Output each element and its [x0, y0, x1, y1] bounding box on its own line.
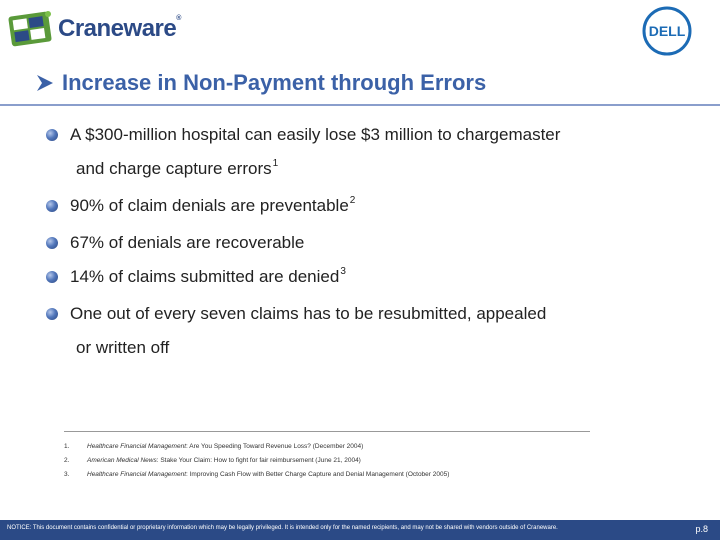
footnote — [64, 454, 664, 468]
list-item — [46, 297, 696, 365]
arrow-bullet-icon — [34, 72, 56, 94]
footnote-ref: 2 — [349, 195, 356, 206]
footnote-ref: 3 — [340, 266, 346, 277]
page-number: p.8 — [695, 524, 708, 534]
slide-header — [0, 0, 720, 56]
footnote — [64, 468, 664, 482]
footnote-text: : Stake Your Claim: How to fight for fair reimbursement (June 21, 2004) — [156, 457, 361, 464]
footnote-text: : Are You Speeding Toward Revenue Loss? (December 2004) — [186, 443, 364, 450]
footer-bar — [0, 520, 720, 540]
bullet-text: 14% of claims submitted are denied$^3$ — [70, 266, 346, 286]
footnote — [64, 440, 664, 454]
footnote-divider — [64, 431, 590, 432]
slide-title: Increase in Non-Payment through Errors — [62, 70, 487, 95]
bullet-dot-icon — [46, 237, 58, 249]
bullet-dot-icon — [46, 271, 58, 283]
craneware-mark-icon — [8, 8, 54, 48]
bullet-text-continued: or written off — [76, 338, 170, 357]
bullet-dot-icon — [46, 308, 58, 320]
bullet-text-continued: and charge capture errors$^1$ — [76, 158, 279, 178]
footnote-number: 3. — [64, 471, 70, 478]
list-item — [46, 260, 696, 297]
footnotes — [64, 440, 664, 482]
craneware-logo — [8, 6, 181, 48]
dell-logo — [641, 5, 693, 57]
footnote-number: 2. — [64, 457, 70, 464]
bullet-list — [46, 118, 696, 365]
bullet-text: A $300-million hospital can easily lose $3 million to chargemaster — [70, 125, 561, 144]
list-item — [46, 189, 696, 226]
confidentiality-notice: NOTICE: This document contains confidential or proprietary information which may be legally privileged. It is intended only for the named recipients, and may not be shared with vendors outside of Craneware. — [7, 525, 558, 531]
bullet-text: One out of every seven claims has to be resubmitted, appealed — [70, 304, 547, 323]
footnote-source: Healthcare Financial Management — [87, 443, 186, 450]
bullet-text: 67% of denials are recoverable — [70, 233, 305, 252]
bullet-dot-icon — [46, 129, 58, 141]
list-item — [46, 118, 696, 189]
footnote-source: Healthcare Financial Management — [87, 471, 186, 478]
bullet-text: 90% of claim denials are preventable$^2$ — [70, 195, 356, 215]
bullet-dot-icon — [46, 200, 58, 212]
footnote-source: American Medical News — [87, 457, 157, 464]
dell-logo-text: DELL — [648, 23, 686, 39]
title-divider — [0, 104, 720, 106]
footnote-text: : Improving Cash Flow with Better Charge Capture and Denial Management (October 2005) — [186, 471, 450, 478]
craneware-wordmark: Craneware® — [58, 15, 181, 42]
footnote-number: 1. — [64, 443, 70, 450]
footnote-ref: 1 — [272, 158, 279, 169]
slide-title-row — [34, 64, 486, 102]
list-item — [46, 226, 696, 260]
